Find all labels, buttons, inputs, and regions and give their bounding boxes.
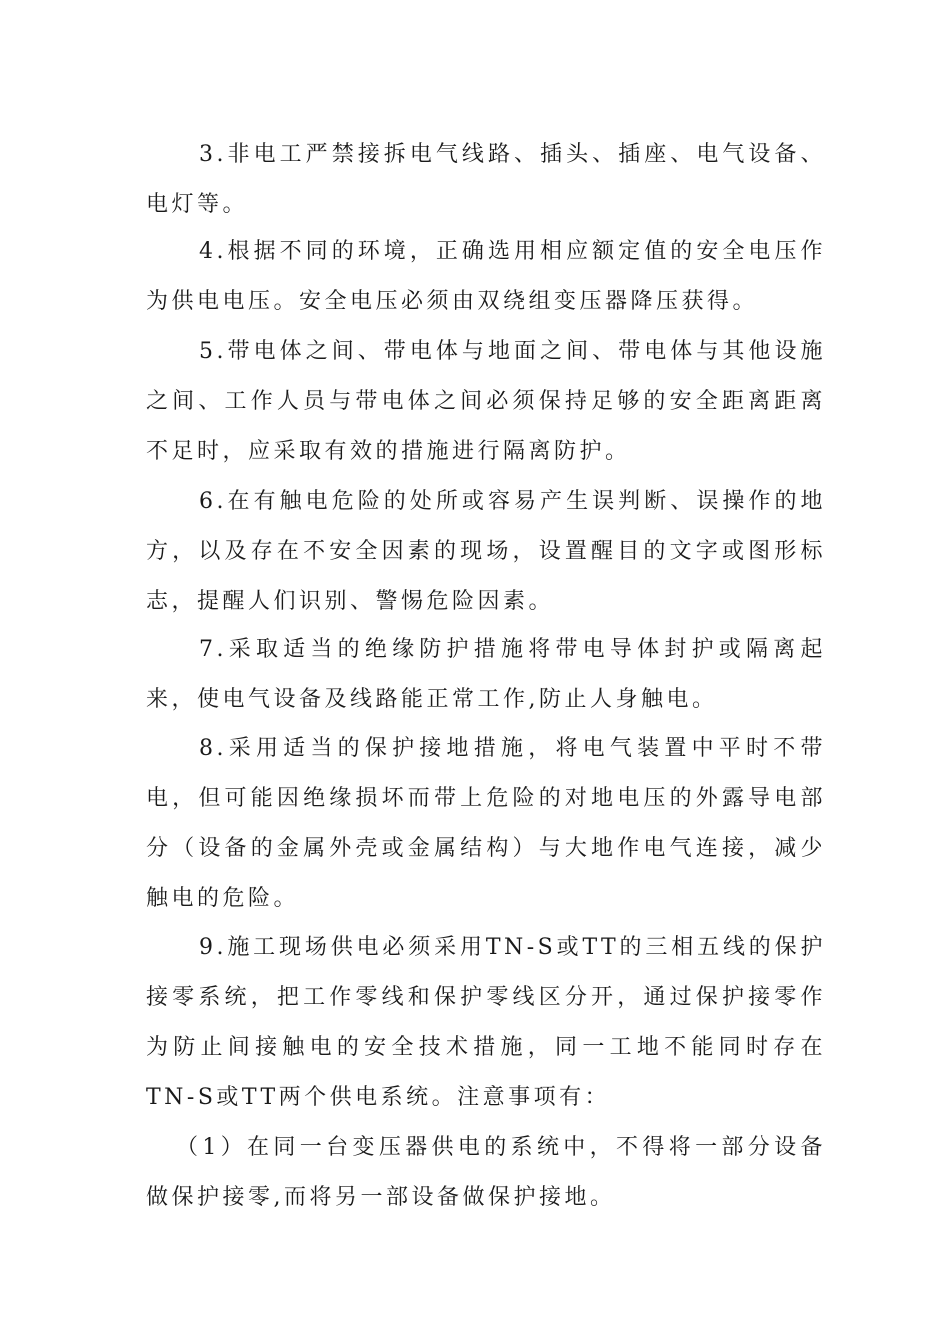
paragraph-item-9: 9.施工现场供电必须采用TN-S或TT的三相五线的保护接零系统，把工作零线和保护零线区分开，通过保护接零作为防止间接触电的安全技术措施，同一工地不能同时存在TN-S或TT两个供电系统。注意事项有： bbox=[146, 935, 826, 1110]
paragraph-item-8: 8.采用适当的保护接地措施，将电气装置中平时不带电，但可能因绝缘损坏而带上危险的对地电压的外露导电部分（设备的金属外壳或金属结构）与大地作电气连接，减少触电的危险。 bbox=[146, 736, 826, 911]
paragraph-item-7: 7.采取适当的绝缘防护措施将带电导体封护或隔离起来，使电气设备及线路能正常工作,防止人身触电。 bbox=[146, 637, 826, 712]
paragraph-item-4: 4.根据不同的环境，正确选用相应额定值的安全电压作为供电电压。安全电压必须由双绕组变压器降压获得。 bbox=[146, 239, 826, 314]
paragraph-item-3: 3.非电工严禁接拆电气线路、插头、插座、电气设备、电灯等。 bbox=[146, 142, 826, 217]
paragraph-item-5: 5.带电体之间、带电体与地面之间、带电体与其他设施之间、工作人员与带电体之间必须保持足够的安全距离距离不足时，应采取有效的措施进行隔离防护。 bbox=[146, 339, 826, 464]
paragraph-item-6: 6.在有触电危险的处所或容易产生误判断、误操作的地方，以及存在不安全因素的现场，设置醒目的文字或图形标志，提醒人们识别、警惕危险因素。 bbox=[146, 489, 826, 614]
paragraph-subitem-1: （1）在同一台变压器供电的系统中，不得将一部分设备做保护接零,而将另一部设备做保护接地。 bbox=[146, 1135, 826, 1210]
